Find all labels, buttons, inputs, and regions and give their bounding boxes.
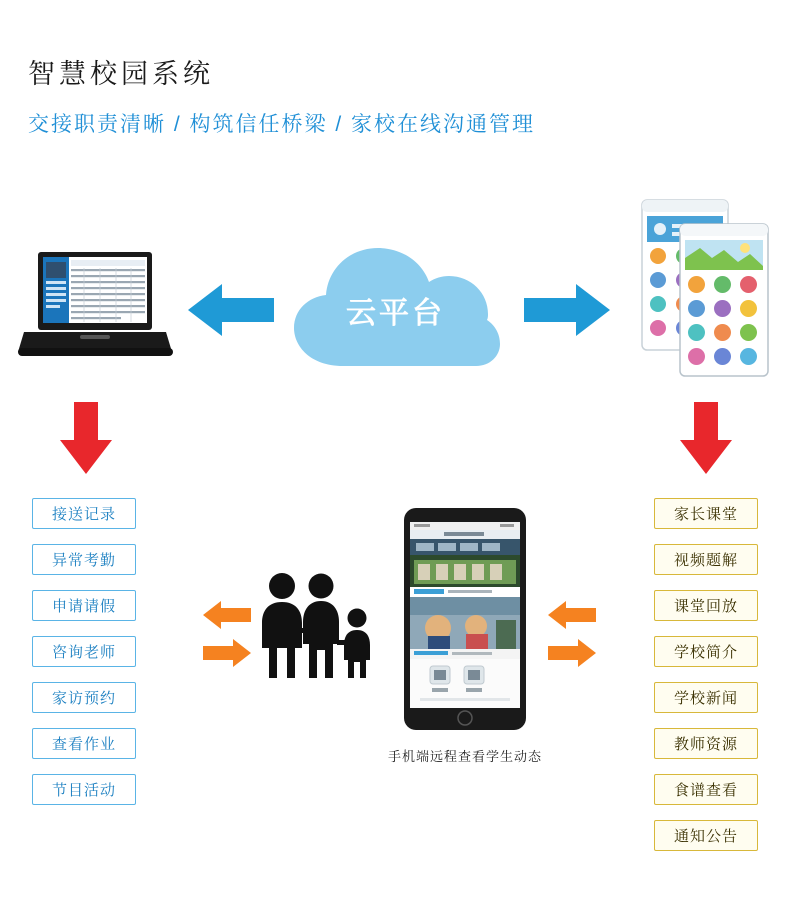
right-tag-item[interactable]: 教师资源 (654, 728, 758, 759)
right-feature-list (654, 498, 758, 866)
left-feature-list (32, 498, 136, 820)
arrow-cloud-to-laptop (188, 282, 274, 343)
left-tag-item[interactable]: 异常考勤 (32, 544, 136, 575)
mobile-apps-icon (640, 196, 770, 381)
family-icon (255, 570, 385, 680)
arrow-family-left-out (203, 600, 251, 635)
right-tag-item[interactable]: 学校新闻 (654, 682, 758, 713)
right-tag-item[interactable]: 家长课堂 (654, 498, 758, 529)
smartphone-video-icon (404, 508, 526, 730)
arrow-phone-right-out (548, 638, 596, 673)
left-tag-item[interactable]: 节目活动 (32, 774, 136, 805)
right-tag-item[interactable]: 视频题解 (654, 544, 758, 575)
left-tag-item[interactable]: 查看作业 (32, 728, 136, 759)
arrow-family-left-in (203, 638, 251, 673)
page-title: 智慧校园系统 (28, 59, 214, 89)
right-tag-item[interactable]: 食谱查看 (654, 774, 758, 805)
left-tag-item[interactable]: 家访预约 (32, 682, 136, 713)
right-tag-item[interactable]: 通知公告 (654, 820, 758, 851)
phone-caption: 手机端远程查看学生动态 (387, 749, 542, 764)
left-tag-item[interactable]: 接送记录 (32, 498, 136, 529)
right-tag-item[interactable]: 课堂回放 (654, 590, 758, 621)
arrow-phone-right-in (548, 600, 596, 635)
page-subtitle: 交接职责清晰 / 构筑信任桥梁 / 家校在线沟通管理 (28, 113, 536, 136)
right-tag-item[interactable]: 学校简介 (654, 636, 758, 667)
left-tag-item[interactable]: 申请请假 (32, 590, 136, 621)
laptop-icon (18, 248, 173, 378)
arrow-laptop-to-left-tags (58, 402, 114, 479)
arrow-cloud-to-phones (524, 282, 610, 343)
arrow-phones-to-right-tags (678, 402, 734, 479)
cloud-label: 云平台 (346, 296, 445, 330)
left-tag-item[interactable]: 咨询老师 (32, 636, 136, 667)
cloud-icon (288, 238, 503, 373)
